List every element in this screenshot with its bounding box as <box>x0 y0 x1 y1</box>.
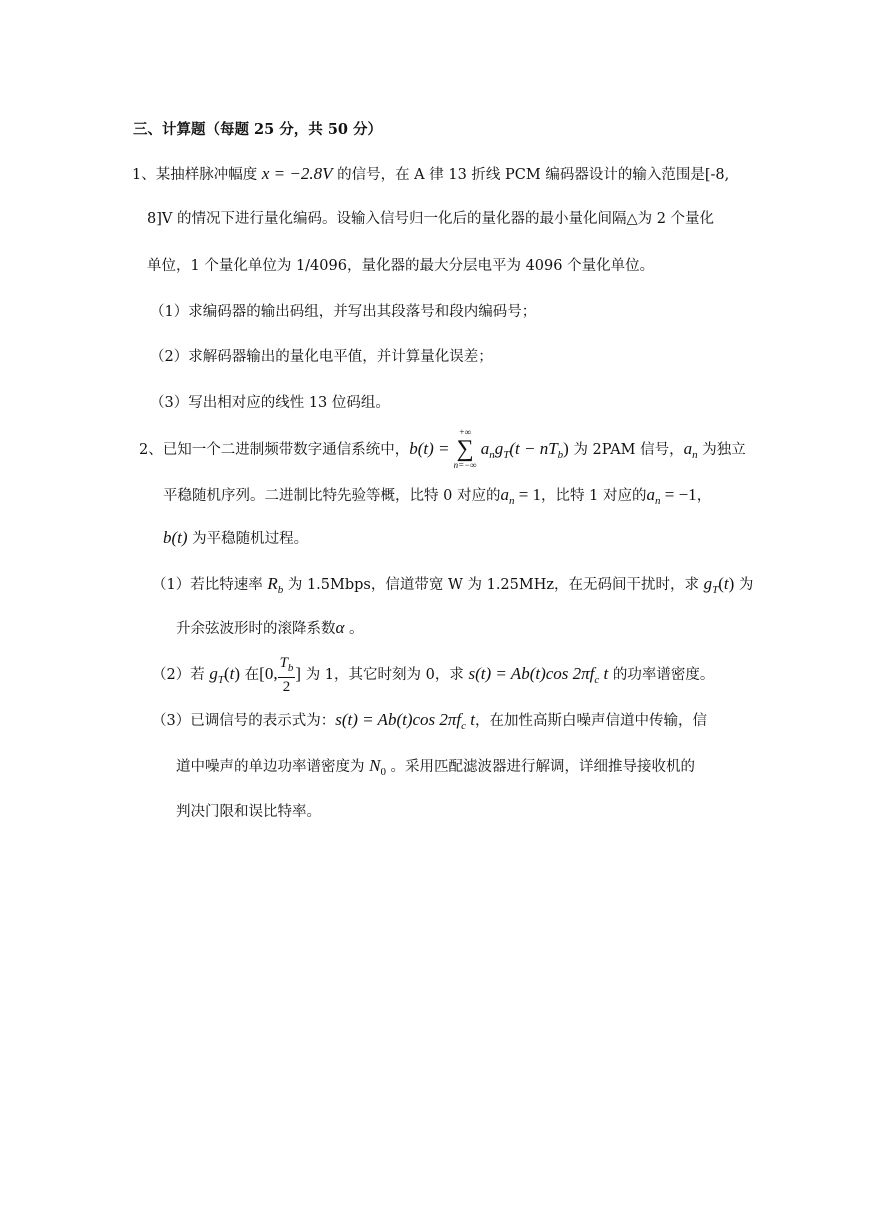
q2-p2-gt: g <box>209 664 218 683</box>
q1-x-value: x = −2.8V <box>261 164 333 183</box>
q2-gt-sub: T <box>712 584 719 596</box>
q2-p2-interval-open: [0, <box>259 664 278 683</box>
q2-p2-b: 为 1，其它时刻为 0，求 <box>301 667 469 683</box>
sum-term-close: ) <box>563 439 569 458</box>
q2-intro-b: 为 2PAM 信号， <box>568 442 684 458</box>
q2-p3-st-t: t <box>466 710 476 729</box>
q2-p1-line2-end: 。 <box>344 621 364 637</box>
q2-intro-c: 为独立 <box>697 442 746 458</box>
q2-line3-text: 为平稳随机过程。 <box>187 531 309 547</box>
q2-line2-c: ， <box>696 488 712 504</box>
q1-intro-a: 1、某抽样脉冲幅度 <box>132 167 262 183</box>
sum-term-tb-sub: b <box>557 449 564 461</box>
q2-an-2: a <box>646 485 655 504</box>
q2-rb-sub: b <box>277 584 284 596</box>
q2-p1-a: （1）若比特速率 <box>152 577 268 593</box>
frac-num-t: T <box>279 655 288 671</box>
q2-p2-a: （2）若 <box>152 667 210 683</box>
q2-part-1-line-1 <box>152 574 753 600</box>
q2-p3-st: s(t) = Ab(t)cos 2πf <box>335 710 462 729</box>
q2-an-sub: n <box>692 449 698 461</box>
q2-line2-a: 平稳随机序列。二进制比特先验等概，比特 0 对应的 <box>163 488 501 504</box>
q2-p1-c: 为 <box>734 577 754 593</box>
q2-line-1 <box>139 427 746 477</box>
q2-gt: g <box>703 574 713 593</box>
sum-lower-limit: n=−∞ <box>453 460 477 470</box>
q2-n0-sub: 0 <box>380 766 386 778</box>
q1-part-1: （1）求编码器的输出码组，并写出其段落号和段内编码号； <box>150 304 537 320</box>
q2-alpha: α <box>335 618 345 637</box>
q1-part-2: （2）求解码器输出的量化电平值，并计算量化误差； <box>150 349 493 365</box>
q2-line-3 <box>163 528 308 549</box>
q2-p3-line2-a: 道中噪声的单边功率谱密度为 <box>176 759 370 775</box>
sum-term-arg: (t − nT <box>509 439 558 458</box>
tb-over-2-fraction <box>278 654 296 696</box>
q2-an: a <box>683 439 693 458</box>
q2-bt-lhs: b(t) = <box>409 439 450 458</box>
sum-term-g-sub: T <box>503 449 510 461</box>
q2-p2-st: s(t) = Ab(t)cos 2πf <box>468 664 595 683</box>
q2-p1-line2: 升余弦波形时的滚降系数 <box>176 621 336 637</box>
sum-term-g: g <box>494 439 504 458</box>
frac-den: 2 <box>282 679 291 695</box>
q2-p3-line2-b: 。采用匹配滤波器进行解调，详细推导接收机的 <box>385 759 696 775</box>
sum-term-a-sub: n <box>489 449 495 461</box>
q2-part-2: （2）若 $g_T(t)$ 在[0, $\frac{T_b}{2}$ ] 为 1，其它时刻为 0，求 s(t) = Ab(t)cos $2\pi f_c$ t 的功率谱密度。 <box>152 655 715 695</box>
q2-an-eqm1: = −1 <box>660 485 697 504</box>
q2-intro-a: 2、已知一个二进制频带数字通信系统中， <box>139 442 410 458</box>
q2-p3-b: ，在加性高斯白噪声信道中传输，信 <box>475 713 708 729</box>
q1-line-1 <box>132 164 729 185</box>
q2-p2-gt-arg: (t) <box>223 664 241 683</box>
q2-p2-fc-sub: c <box>594 674 600 686</box>
q2-p2-st-t: t <box>599 664 609 683</box>
q2-rb: R <box>267 574 278 593</box>
q1-part-3: （3）写出相对应的线性 13 位码组。 <box>150 395 390 411</box>
q2-an-1: a <box>500 485 509 504</box>
q2-line-2 <box>163 485 711 511</box>
q2-p2-c: 的功率谱密度。 <box>608 667 715 683</box>
q2-part-3-line-2 <box>176 756 695 782</box>
q1-line-2: 8]V 的情况下进行量化编码。设输入信号归一化后的量化器的最小量化间隔△为 2 个量化 <box>147 211 715 227</box>
q2-an-2-sub: n <box>655 495 661 507</box>
q2-gt-arg: (t) <box>718 574 735 593</box>
q2-p3-a: （3）已调信号的表示式为： <box>152 713 336 729</box>
q2-part-3-line-1 <box>152 710 707 736</box>
q2-an-1-sub: n <box>508 495 515 507</box>
q2-p2-gt-sub: T <box>217 674 224 686</box>
q2-n0: N <box>369 756 381 775</box>
summation-symbol <box>454 428 476 472</box>
q2-line3-bt: b(t) <box>163 528 188 547</box>
q2-part-3-line-3: 判决门限和误比特率。 <box>176 804 321 820</box>
sigma-glyph: ∑ <box>456 436 474 462</box>
q2-p3-fc-sub: c <box>461 720 467 732</box>
sum-upper-limit: +∞ <box>459 427 471 437</box>
q1-intro-b: 的信号，在 A 律 13 折线 PCM 编码器设计的输入范围是[-8, <box>332 167 730 183</box>
section-title: 三、计算题（每题 25 分，共 50 分） <box>133 121 383 138</box>
q2-p2-interval-close: ] <box>295 664 302 683</box>
q1-line-3: 单位，1 个量化单位为 1/4096，量化器的最大分层电平为 4096 个量化单位。 <box>147 258 655 274</box>
q2-an-eq1: = 1 <box>514 485 542 504</box>
q2-part-1-line-2 <box>176 618 364 639</box>
q2-line2-b: ，比特 1 对应的 <box>541 488 647 504</box>
sum-term-a: a <box>480 439 490 458</box>
q2-p1-b: 为 1.5Mbps，信道带宽 W 为 1.25MHz，在无码间干扰时，求 <box>283 577 704 593</box>
frac-num-sub: b <box>287 662 294 674</box>
